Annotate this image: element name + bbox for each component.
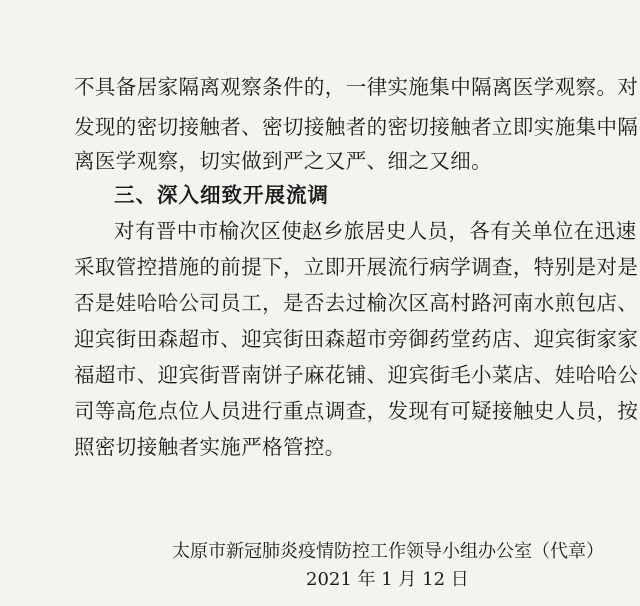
section-3-line-7: 照密切接触者实施严格管控。	[74, 435, 346, 459]
paragraph-1-line-1: 不具备居家隔离观察条件的，一律实施集中隔离医学观察。对	[74, 75, 639, 99]
section-3-line-2: 采取管控措施的前提下，立即开展流行病学调查，特别是对是	[74, 255, 639, 279]
section-3-heading: 三、深入细致开展流调	[114, 183, 329, 207]
section-3-line-5: 福超市、迎宾街晋南饼子麻花铺、迎宾街毛小菜店、娃哈哈公	[74, 363, 639, 387]
issue-date: 2021 年 1 月 12 日	[306, 569, 469, 590]
paragraph-1-line-3: 离医学观察，切实做到严之又严、细之又细。	[74, 149, 492, 173]
issuer-signature: 太原市新冠肺炎疫情防控工作领导小组办公室（代章）	[172, 541, 604, 562]
section-3-line-3: 否是娃哈哈公司员工，是否去过榆次区高村路河南水煎包店、	[74, 291, 639, 315]
section-3-line-4: 迎宾街田森超市、迎宾街田森超市旁御药堂药店、迎宾街家家	[74, 327, 639, 351]
section-3-line-6: 司等高危点位人员进行重点调查，发现有可疑接触史人员，按	[74, 399, 639, 423]
paragraph-1-line-2: 发现的密切接触者、密切接触者的密切接触者立即实施集中隔	[74, 115, 639, 139]
section-3-line-1: 对有晋中市榆次区使赵乡旅居史人员，各有关单位在迅速	[114, 219, 637, 243]
